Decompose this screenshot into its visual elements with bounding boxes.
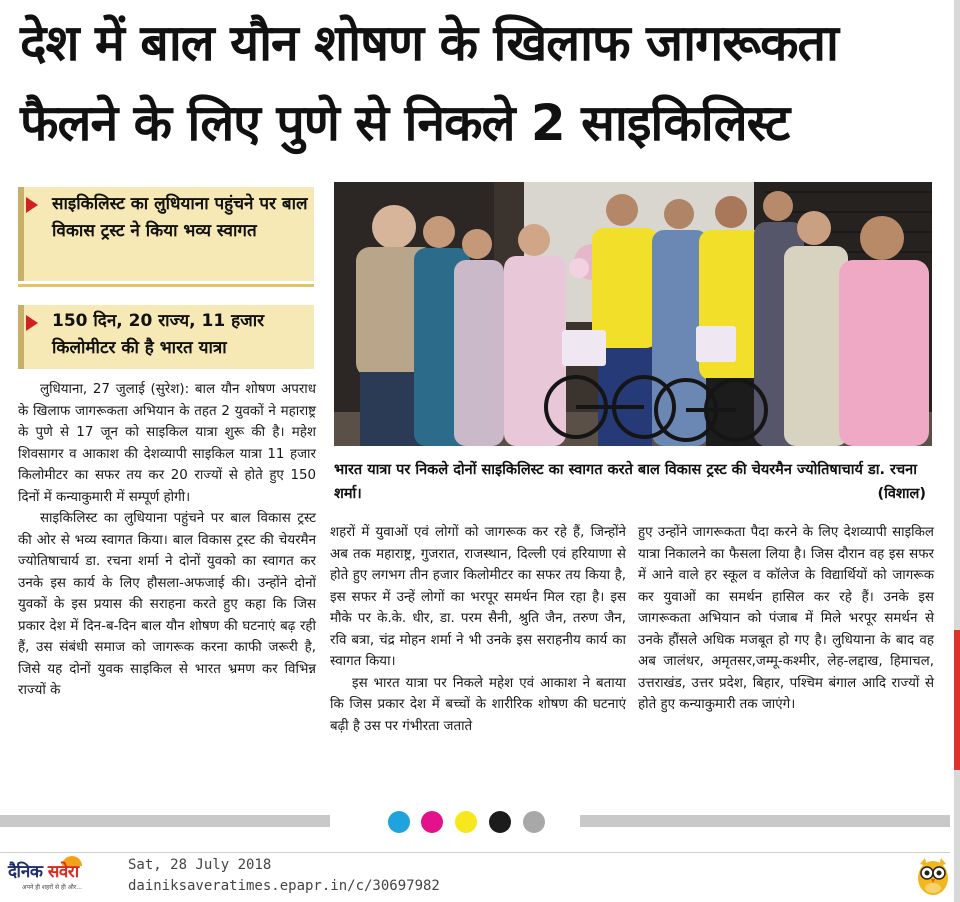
registration-dot-cyan (388, 811, 410, 833)
news-photo (334, 182, 932, 446)
logo-word-2: सवेरा (47, 862, 79, 882)
headline-line-2: फैलने के लिए पुणे से निकले 2 साइकिलिस्ट (20, 94, 790, 152)
bullet-triangle-icon (26, 315, 38, 331)
article-column-3 (638, 522, 934, 716)
paragraph: शहरों में युवाओं एवं लोगों को जागरूक कर रहे हैं, जिन्होंने अब तक महाराष्ट्र, गुजरात, राजस्थान, दिल्ली एवं हरियाणा से होते हुए लगभग तीन हजार किलोमीटर का सफर तय किया है, इस सफर में उन्हें लोगों का भरपूर समर्थन मिल रहा है। इस मौके पर के.के. धीर, डा. परम सैनी, श्रुति जैन, तरुण जैन, रवि बत्रा, चंद्र मोहन शर्मा ने भी उनके इस सराहनीय कार्य का स्वागत किया। (330, 525, 626, 669)
bullet-triangle-icon (26, 197, 38, 213)
photo-credit: (विशाल) (877, 486, 926, 502)
owl-icon[interactable] (916, 856, 950, 896)
paragraph: हुए उन्होंने जागरूकता पैदा करने के लिए देशव्यापी साइकिल यात्रा निकालने का फैसला लिया है। जिस दौरान वह इस सफर में आने वाले हर स्कूल व कॉलेज के विद्यार्थियों को जागरूक कर युवाओं का समर्थन हासिल कर रहे हैं। उनके इस जागरूकता अभियान को पंजाब में मिले भरपूर समर्थन से उनके हौंसले अधिक मजबूत हो गए है। लुधियाना के बाद वह अब जालंधर, अमृतसर,जम्मू-कश्मीर, लेह-लद्दाख, हिमाचल, उत्तराखंड, उत्तर प्रदेश, बिहार, पश्चिम बंगाल आदि राज्यों से होते हुए कन्याकुमारी तक जाएंगे। (638, 525, 934, 712)
epaper-link[interactable]: dainiksaveratimes.epapr.in/c/30697982 (128, 878, 440, 894)
paragraph: लुधियाना, 27 जुलाई (सुरेश): बाल यौन शोषण अपराध के खिलाफ जागरूकता अभियान के तहत 2 युवकों ने महाराष्ट्र के पुणे से 17 जून को साइकिल यात्रा शुरू की है। महेश शिवसागर व आकाश की देशव्यापी साइकिल यात्रा 11 हजार किलोमीटर का सफर तय कर 20 राज्यों से होते हुए 150 दिनों में कन्याकुमारी में सम्पूर्ण होगी। (18, 382, 316, 505)
edition-date: Sat, 28 July 2018 (128, 857, 272, 873)
page-edge-accent (954, 630, 960, 770)
article-column-2 (330, 522, 626, 737)
subheading-1-text: साइकिलिस्ट का लुधियाना पहुंचने पर बाल विकास ट्रस्ट ने किया भव्य स्वागत (52, 194, 308, 241)
paragraph: इस भारत यात्रा पर निकले महेश एवं आकाश ने बताया कि जिस प्रकार देश में बच्चों के शारीरिक शोषण की घटनाएं बढ़ी है उस पर गंभीरता जताते (330, 675, 626, 734)
publication-logo[interactable] (8, 859, 120, 897)
subheading-1 (18, 187, 314, 281)
photo-caption (334, 458, 932, 506)
subheading-2-text: 150 दिन, 20 राज्य, 11 हजार किलोमीटर की है भारत यात्रा (52, 311, 265, 358)
caption-text: भारत यात्रा पर निकले दोनों साइकिलिस्ट का स्वागत करते बाल विकास ट्रस्ट की चेयरमैन ज्योतिषाचार्य डा. रचना शर्मा। (334, 462, 917, 502)
divider (18, 284, 314, 287)
registration-dot-yellow (455, 811, 477, 833)
subheading-2 (18, 305, 314, 369)
footer-divider (0, 852, 950, 853)
logo-word-1: दैनिक (8, 862, 43, 882)
paragraph: साइकिलिस्ट का लुधियाना पहुंचने पर बाल विकास ट्रस्ट की ओर से भव्य स्वागत किया। बाल विकास ट्रस्ट की चेयरमैन ज्योतिषाचार्य डा. रचना शर्मा ने दोनों युवको का स्वागत कर उनके इस कार्य के लिए हौसला-अफजाई की। उन्होंने दोनों युवकों के इस प्रयास की सराहना करते हुए कहा कि जिस प्रकार देश में दिन-ब-दिन बाल यौन शोषण की घटनाएं बढ़ रही हैं, उस संबंधी समाज को जागरूक करना काफी जरूरी है, जिसे यह दोनों युवक साइकिल से भारत भ्रमण कर विभिन्न राज्यों के (18, 511, 316, 698)
registration-dot-gray (523, 811, 545, 833)
registration-dot-black (489, 811, 511, 833)
page-edge (954, 0, 960, 902)
logo-tagline: अपने ही शहरों से ही और... (22, 884, 82, 891)
headline-line-1: देश में बाल यौन शोषण के खिलाफ जागरूकता (20, 14, 838, 72)
article-column-1 (18, 379, 316, 702)
registration-dot-magenta (421, 811, 443, 833)
